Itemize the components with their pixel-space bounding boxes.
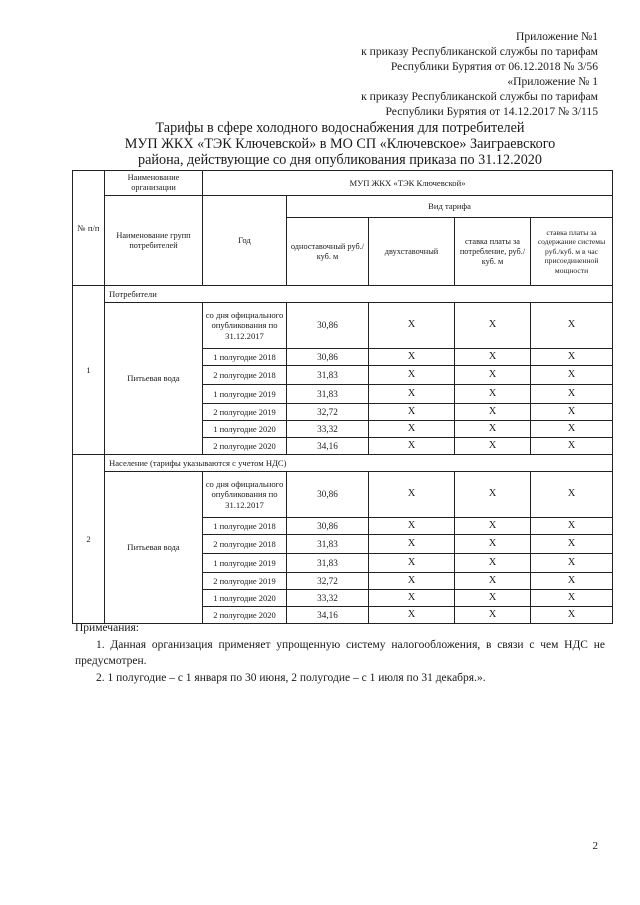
usage-rate-cell: X [455,385,531,404]
period-cell: 2 полугодие 2020 [203,607,287,624]
single-rate-cell: 30,86 [287,349,369,366]
two-rate-cell: X [369,535,455,554]
two-rate-cell: X [369,590,455,607]
two-rate-cell: X [369,607,455,624]
note-1: 1. Данная организация применяет упрощенную систему налогообложения, в связи с чем НДС не предусмотрен. [75,638,605,667]
usage-rate-cell: X [455,554,531,573]
usage-rate-cell: X [455,518,531,535]
period-cell: 1 полугодие 2020 [203,421,287,438]
single-rate-cell: 32,72 [287,404,369,421]
note-2: 2. 1 полугодие – с 1 января по 30 июня, 2 полугодие – с 1 июля по 31 декабря.». [96,671,486,684]
section-category: Потребители [105,286,613,303]
period-cell: 2 полугодие 2019 [203,573,287,590]
maintenance-rate-cell: X [531,366,613,385]
consumer-group: Питьевая вода [105,303,203,455]
maintenance-rate-cell: X [531,421,613,438]
usage-rate-cell: X [455,590,531,607]
two-rate-cell: X [369,404,455,421]
section-number: 1 [73,286,105,455]
consumer-group: Питьевая вода [105,472,203,624]
single-rate-cell: 33,32 [287,421,369,438]
single-rate-cell: 33,32 [287,590,369,607]
two-rate-cell: X [369,349,455,366]
header-num: № п/п [73,171,105,286]
two-rate-cell: X [369,472,455,518]
maintenance-rate-cell: X [531,349,613,366]
period-cell: 1 полугодие 2018 [203,518,287,535]
header-maintenance-rate: ставка платы за содержание системы руб./куб. м в час присоединенной мощности [531,218,613,286]
header-usage-rate: ставка платы за потребление, руб./ куб. м [455,218,531,286]
table-row [73,472,613,518]
single-rate-cell: 34,16 [287,438,369,455]
two-rate-cell: X [369,438,455,455]
usage-rate-cell: X [455,472,531,518]
header-tariff-type: Вид тарифа [287,196,613,218]
two-rate-cell: X [369,518,455,535]
maintenance-rate-cell: X [531,518,613,535]
period-cell: 1 полугодие 2019 [203,554,287,573]
header-org: Наименование организации [105,171,203,196]
maintenance-rate-cell: X [531,472,613,518]
usage-rate-cell: X [455,607,531,624]
period-cell: 1 полугодие 2018 [203,349,287,366]
tariff-table [72,170,613,624]
maintenance-rate-cell: X [531,554,613,573]
period-cell: 1 полугодие 2019 [203,385,287,404]
usage-rate-cell: X [455,535,531,554]
single-rate-cell: 34,16 [287,607,369,624]
maintenance-rate-cell: X [531,535,613,554]
section-category: Население (тарифы указываются с учетом НДС) [105,455,613,472]
two-rate-cell: X [369,554,455,573]
period-cell: 2 полугодие 2019 [203,404,287,421]
header-two-rate: двухставочный [369,218,455,286]
org-name: МУП ЖКХ «ТЭК Ключевской» [203,171,613,196]
two-rate-cell: X [369,421,455,438]
single-rate-cell: 30,86 [287,518,369,535]
header-line-5: к приказу Республиканской службы по тарифам [361,89,598,103]
single-rate-cell: 31,83 [287,385,369,404]
header-line-4: «Приложение № 1 [507,74,598,88]
usage-rate-cell: X [455,573,531,590]
usage-rate-cell: X [455,366,531,385]
table-row [73,303,613,349]
notes [75,620,605,686]
single-rate-cell: 32,72 [287,573,369,590]
usage-rate-cell: X [455,303,531,349]
header-line-3: Республики Бурятия от 06.12.2018 № 3/56 [390,59,598,73]
header-year: Год [203,196,287,286]
document-header [361,30,598,119]
two-rate-cell: X [369,366,455,385]
title-line-1: Тарифы в сфере холодного водоснабжения для потребителей [155,120,525,136]
maintenance-rate-cell: X [531,385,613,404]
maintenance-rate-cell: X [531,607,613,624]
maintenance-rate-cell: X [531,438,613,455]
header-line-6: Республики Бурятия от 14.12.2017 № 3/115 [385,104,598,118]
period-cell: 2 полугодие 2020 [203,438,287,455]
period-cell: 2 полугодие 2018 [203,535,287,554]
document-title [60,120,620,168]
period-cell: 1 полугодие 2020 [203,590,287,607]
usage-rate-cell: X [455,404,531,421]
maintenance-rate-cell: X [531,573,613,590]
two-rate-cell: X [369,573,455,590]
single-rate-cell: 31,83 [287,535,369,554]
period-cell: 2 полугодие 2018 [203,366,287,385]
usage-rate-cell: X [455,349,531,366]
header-single-rate: одноставочный руб./ куб. м [287,218,369,286]
header-line-2: к приказу Республиканской службы по тарифам [361,44,598,58]
header-groups: Наименование групп потребителей [105,196,203,286]
title-line-2: МУП ЖКХ «ТЭК Ключевской» в МО СП «Ключевское» Заиграевского [124,136,556,152]
two-rate-cell: X [369,303,455,349]
page-number: 2 [592,840,598,852]
header-line-1: Приложение №1 [516,30,598,43]
period-cell: со дня официального опубликования по 31.12.2017 [203,472,287,518]
maintenance-rate-cell: X [531,590,613,607]
usage-rate-cell: X [455,421,531,438]
notes-heading: Примечания: [75,622,139,634]
single-rate-cell: 30,86 [287,472,369,518]
period-cell: со дня официального опубликования по 31.12.2017 [203,303,287,349]
single-rate-cell: 31,83 [287,366,369,385]
maintenance-rate-cell: X [531,303,613,349]
single-rate-cell: 31,83 [287,554,369,573]
title-line-3: района, действующие со дня опубликования приказа по 31.12.2020 [138,152,542,168]
maintenance-rate-cell: X [531,404,613,421]
usage-rate-cell: X [455,438,531,455]
single-rate-cell: 30,86 [287,303,369,349]
two-rate-cell: X [369,385,455,404]
section-number: 2 [73,455,105,624]
